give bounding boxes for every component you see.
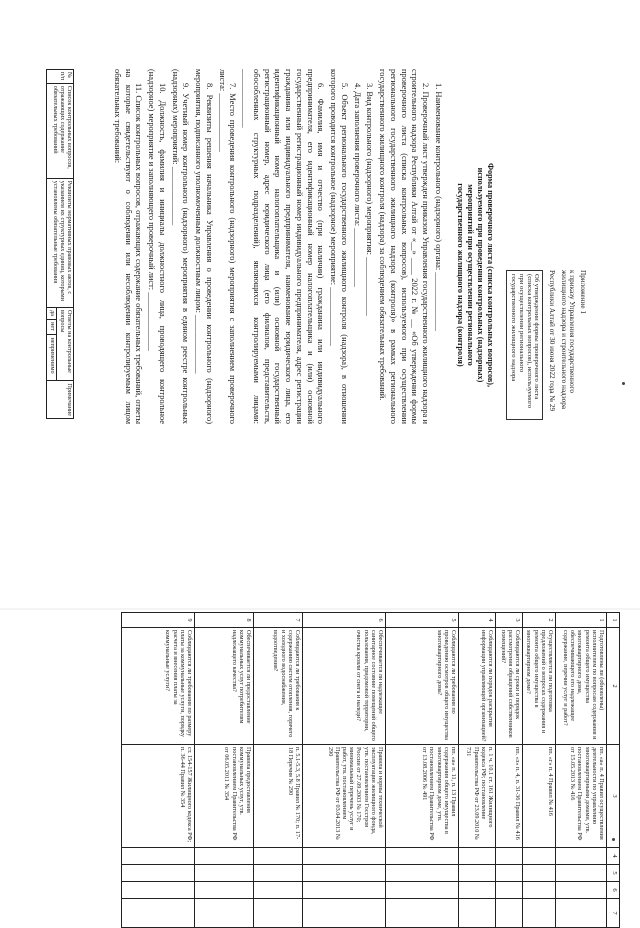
row-reference: п. 5.1-5.3, 5.8 Правил № 170; п. 17-18 Перечня № 290	[254, 745, 303, 848]
form-body	[109, 69, 443, 424]
note-cell[interactable]	[556, 899, 607, 928]
row-num: 9	[122, 613, 195, 628]
item-8: 8. Реквизиты решения начальника Управления о проведении контрольного (надзорного) мероприятия, подписанного уполномоченным должностным лицом: ______________	[194, 69, 214, 424]
table-row	[556, 613, 607, 928]
table-row	[459, 613, 496, 928]
item-5: 5. Объект регионального государственного жилищного контроля (надзора), в отношении которого проводится контрольное (надзорное) мероприятие: ______________	[329, 69, 349, 424]
answer-no-cell[interactable]	[303, 865, 386, 882]
table-row	[303, 613, 386, 928]
answer-yes-cell[interactable]	[303, 848, 386, 865]
answer-yes-cell[interactable]	[556, 848, 607, 865]
item-2: 2. Проверочный лист утвержден приказом Управления государственного жилищного надзора и строительного надзора Республики Алтай от «__» ____ 2022 г. № __ «Об утверждении формы проверочного листа (списка контрольных вопросов), используемого при осуществлении регионального государственного жилищного надзора (контроля)» в рамках регионального государственного жилищного контроля (надзора) за соблюдением обязательных требований.	[378, 69, 431, 424]
page-divider	[0, 608, 640, 610]
row-question: Соблюдаются ли требования по проведению осмотров общего имущества многоквартирного дома?	[386, 628, 459, 745]
answer-yes-cell[interactable]	[195, 848, 254, 865]
row-question: Соблюдаются ли требования по размеру платы за коммунальные услуги, порядку расчета и внесения платы за коммунальные услуги?	[122, 628, 195, 745]
item-4: 4. Дата заполнения проверочного листа: ______________	[352, 83, 362, 287]
row-question: Соблюдаются ли порядок раскрытия информации управляющей организацией?	[459, 628, 496, 745]
col-5: 5	[607, 865, 620, 882]
col-2: 2	[607, 628, 620, 745]
row-num: 2	[523, 613, 556, 628]
row-reference: пп. «а» п. 11, п. 13 Правил содержания общего имущества в многоквартирном доме, утв. постановлением Правительства РФ от 13.08.2006 № 491	[386, 745, 459, 848]
table-row	[122, 613, 195, 928]
hdr-num: № п/п	[47, 70, 74, 84]
answer-no-cell[interactable]	[122, 865, 195, 882]
row-question: Осуществляется ли подготовка предложений о вопросах содержания и ремонта общего имущества в многоквартирном доме?	[523, 628, 556, 745]
row-reference: пп. «г» п. 4 Правил № 416	[523, 745, 556, 848]
appendix-number: Приложение 1	[579, 270, 587, 314]
col-1: 1	[607, 613, 620, 628]
answer-na-cell[interactable]	[386, 882, 459, 899]
note-cell[interactable]	[195, 899, 254, 928]
row-reference: Правила предоставления коммунальных услуг, утв. постановлением Правительства РФ от 06.05.2011 № 354	[195, 745, 254, 848]
answer-na-cell[interactable]	[254, 882, 303, 899]
approval-stamp-box: Об утверждении формы проверочного листа (списка контрольных вопросов), используемого при осуществлении регионального государственного жилищного надзора	[506, 270, 543, 420]
note-cell[interactable]	[386, 899, 459, 928]
hdr-question: Список контрольных вопросов, отражающих содержание обязательных требований	[47, 83, 74, 178]
row-num: 3	[496, 613, 523, 628]
checklist-table	[121, 612, 620, 928]
answer-yes-cell[interactable]	[496, 848, 523, 865]
table-row	[386, 613, 459, 928]
note-cell[interactable]	[459, 899, 496, 928]
hdr-na: неприменимо	[47, 335, 57, 381]
row-question: Подготовлены ли (обновлены) исполнителем по вопросам содержания и ремонта общего имущества многоквартирного дома, обеспечивающего его надлежащее содержание, перечни услуг и работ?	[556, 628, 607, 745]
row-num: 8	[195, 613, 254, 628]
hdr-no: нет	[47, 320, 57, 335]
answer-na-cell[interactable]	[303, 882, 386, 899]
note-cell[interactable]	[523, 899, 556, 928]
row-num: 6	[303, 613, 386, 628]
row-num: 7	[254, 613, 303, 628]
approval-line-1: к приказу Управления государственного жилищного надзора и строительного надзора	[559, 270, 577, 409]
answer-no-cell[interactable]	[386, 865, 459, 882]
answer-na-cell[interactable]	[122, 882, 195, 899]
bottom-page-scan	[20, 612, 620, 915]
item-10: 10. Должность, фамилия и инициалы должностного лица, проводящего контрольное (надзорное) мероприятие и заполняющего проверочный лист: ______________	[147, 69, 167, 424]
note-cell[interactable]	[122, 899, 195, 928]
hdr-answers: Ответы на контрольные вопросы	[56, 307, 73, 380]
col-3: 3	[607, 745, 620, 848]
item-6: 6. Фамилия, имя и отчество (при наличии) гражданина или индивидуального предпринимателя, его идентификационный номер налогоплательщика и (или) основной государственный регистрационный номер индивидуального предпринимателя, адрес регистрации гражданина или индивидуального предпринимателя, наименование юридического лица, его идентификационный номер налогоплательщика и (или) основной государственный регистрационный номер, адрес юридического лица (его филиалов, представительств, обособленных структурных подразделений), являющихся контролируемыми лицами: ______________	[241, 69, 326, 424]
row-reference: ст. 154-157 Жилищного кодекса РФ; п. 36-44 Правил № 354	[122, 745, 195, 848]
row-num: 4	[459, 613, 496, 628]
answer-yes-cell[interactable]	[122, 848, 195, 865]
row-question: Соблюдаются ли сроки и порядок рассмотрения обращений собственников помещений?	[496, 628, 523, 745]
hdr-note: Примечание	[47, 381, 74, 419]
col-4: 4	[607, 848, 620, 865]
approval-block	[506, 270, 587, 420]
top-page-scan	[40, 55, 593, 430]
col-6: 6	[607, 882, 620, 899]
item-11: 11. Список контрольных вопросов, отражающих содержание обязательных требований, ответы на которые свидетельствуют о соблюдении или несоблюдении контролируемым лицом обязательных требований:	[113, 69, 144, 424]
checklist-header-table	[46, 69, 74, 419]
answer-na-cell[interactable]	[195, 882, 254, 899]
answer-no-cell[interactable]	[254, 865, 303, 882]
answer-no-cell[interactable]	[556, 865, 607, 882]
answer-yes-cell[interactable]	[459, 848, 496, 865]
note-cell[interactable]	[303, 899, 386, 928]
hdr-yes: да	[47, 307, 57, 319]
answer-na-cell[interactable]	[496, 882, 523, 899]
table-row	[195, 613, 254, 928]
row-reference: Правила и нормы технической эксплуатации жилищного фонда, утв. постановлением Госстроя России от 27.09.2003 № 170; минимальный перечень услуг и работ, утв. постановлением Правительства РФ от 03.04.2013 № 290	[303, 745, 386, 848]
form-title: Форма проверочного листа (списка контрольных вопросов), используемого при проведении контрольных (надзорных) мероприятий при осуществлении регионального государственного жилищного надзора (контроля)	[456, 162, 495, 388]
item-7: 7. Место проведения контрольного (надзорного) мероприятия с заполнением проверочного листа: ______________	[217, 69, 238, 424]
scan-speck	[612, 838, 615, 841]
answer-yes-cell[interactable]	[386, 848, 459, 865]
hdr-reference: Реквизиты нормативных правовых актов, с указанием их структурных единиц, которыми установлены обязательные требования	[47, 178, 74, 307]
row-reference: пп. «з» п. 4, п. 31-36 Правил № 416	[496, 745, 523, 848]
answer-na-cell[interactable]	[459, 882, 496, 899]
answer-yes-cell[interactable]	[523, 848, 556, 865]
item-9: 9. Учетный номер контрольного (надзорного) мероприятия в едином реестре контрольных (надзорных) мероприятий: ______________	[170, 69, 191, 424]
row-num: 1	[556, 613, 607, 628]
row-question: Соблюдаются ли требования к содержанию систем отопления, горячего и холодного водоснабжения, водоотведения?	[254, 628, 303, 745]
row-question: Обеспечивается ли предоставление коммунальных услуг потребителям надлежащего качества?	[195, 628, 254, 745]
item-3: 3. Вид контрольного (надзорного) мероприятия: ______________	[365, 83, 375, 316]
row-reference: п. 1 ч. 10.1 ст. 161 Жилищного кодекса РФ; постановление Правительства РФ от 23.09.2010 № 731	[459, 745, 496, 848]
row-question: Обеспечивается ли надлежащее санитарное состояние помещений общего пользования, придомовой территории, очистка кровли от снега и наледи?	[303, 628, 386, 745]
row-num: 5	[386, 613, 459, 628]
approval-line-2: Республики Алтай от 30 июня 2022 года № 29	[548, 270, 557, 412]
note-cell[interactable]	[496, 899, 523, 928]
answer-no-cell[interactable]	[496, 865, 523, 882]
note-cell[interactable]	[254, 899, 303, 928]
answer-na-cell[interactable]	[556, 882, 607, 899]
table-row	[254, 613, 303, 928]
answer-no-cell[interactable]	[459, 865, 496, 882]
col-7: 7	[607, 899, 620, 928]
answer-no-cell[interactable]	[195, 865, 254, 882]
answer-na-cell[interactable]	[523, 882, 556, 899]
item-1: 1. Наименование контрольного (надзорного) органа: ______________	[434, 83, 443, 331]
table-row	[523, 613, 556, 928]
scan-speck	[622, 382, 625, 385]
table-header-row	[607, 613, 620, 928]
row-reference: пп. «а» п. 4 Правил осуществления деятельности по управлению многоквартирными домами, утв. постановлением Правительства РФ от 15.05.2013 № 416	[556, 745, 607, 848]
answer-no-cell[interactable]	[523, 865, 556, 882]
table-row	[496, 613, 523, 928]
answer-yes-cell[interactable]	[254, 848, 303, 865]
